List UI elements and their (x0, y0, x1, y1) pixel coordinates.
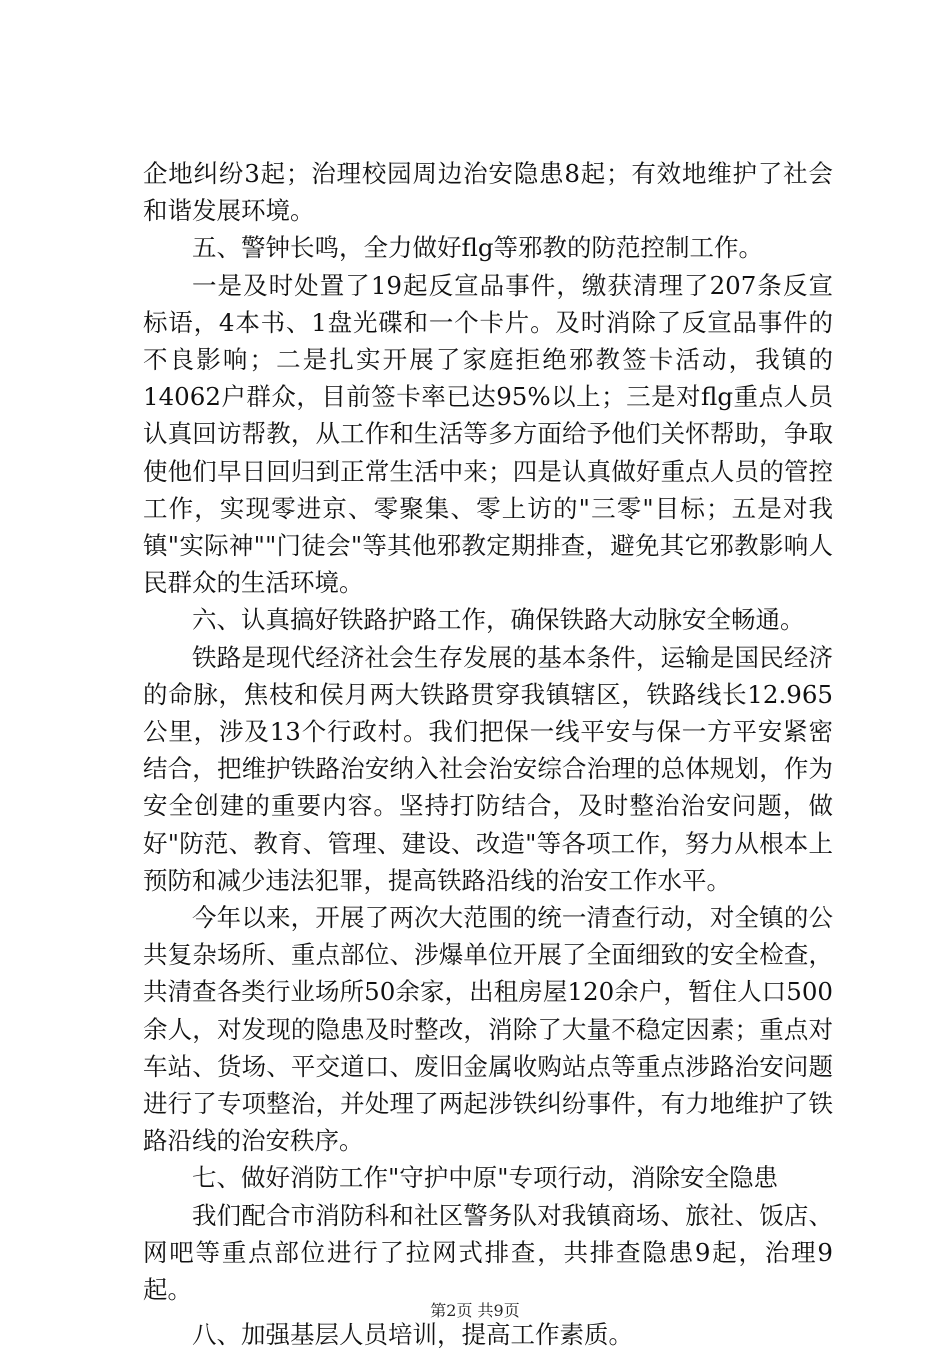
paragraph-railway-protection: 铁路是现代经济社会生存发展的基本条件，运输是国民经济的命脉，焦枝和侯月两大铁路贯穿我镇辖区，铁路线长12.965公里，涉及13个行政村。我们把保一线平安与保一方平安紧密结合，把维护铁路治安纳入社会治安综合治理的总体规划，作为安全创建的重要内容。坚持打防结合，及时整治治安问题，做好"防范、教育、管理、建设、改造"等各项工作，努力从根本上预防和减少违法犯罪，提高铁路沿线的治安工作水平。 (143, 642, 833, 895)
paragraph-cult-prevention: 一是及时处置了19起反宣品事件，缴获清理了207条反宣标语，4本书、1盘光碟和一个卡片。及时消除了反宣品事件的不良影响；二是扎实开展了家庭拒绝邪教签卡活动，我镇的14062户群众，目前签卡率已达95%以上；三是对flg重点人员认真回访帮教，从工作和生活等多方面给予他们关怀帮助，争取使他们早日回归到正常生活中来；四是认真做好重点人员的管控工作，实现零进京、零聚集、零上访的"三零"目标；五是对我镇"实际神""门徒会"等其他邪教定期排查，避免其它邪教影响人民群众的生活环境。 (143, 270, 833, 598)
section-heading-5: 五、警钟长鸣，全力做好flg等邪教的防范控制工作。 (192, 233, 764, 263)
paragraph-cleanup-actions: 今年以来，开展了两次大范围的统一清查行动，对全镇的公共复杂场所、重点部位、涉爆单位开展了全面细致的安全检查，共清查各类行业场所50余家，出租房屋120余户，暂住人口500余人，对发现的隐患及时整改，消除了大量不稳定因素；重点对车站、货场、平交道口、废旧金属收购站点等重点涉路治安问题进行了专项整治，并处理了两起涉铁纠纷事件，有力地维护了铁路沿线的治安秩序。 (143, 903, 833, 1156)
paragraph-fire-safety: 我们配合市消防科和社区警务队对我镇商场、旅社、饭店、网吧等重点部位进行了拉网式排查，共排查隐患9起，治理9起。 (143, 1200, 833, 1305)
section-heading-8: 八、加强基层人员培训，提高工作素质。 (192, 1320, 633, 1350)
paragraph-continuation: 企地纠纷3起；治理校园周边治安隐患8起；有效地维护了社会和谐发展环境。 (143, 159, 833, 226)
page-number-footer: 第2页 共9页 (430, 1301, 520, 1320)
document-body (143, 155, 833, 1354)
section-heading-6: 六、认真搞好铁路护路工作，确保铁路大动脉安全畅通。 (192, 605, 805, 635)
section-heading-7: 七、做好消防工作"守护中原"专项行动，消除安全隐患 (192, 1163, 779, 1193)
